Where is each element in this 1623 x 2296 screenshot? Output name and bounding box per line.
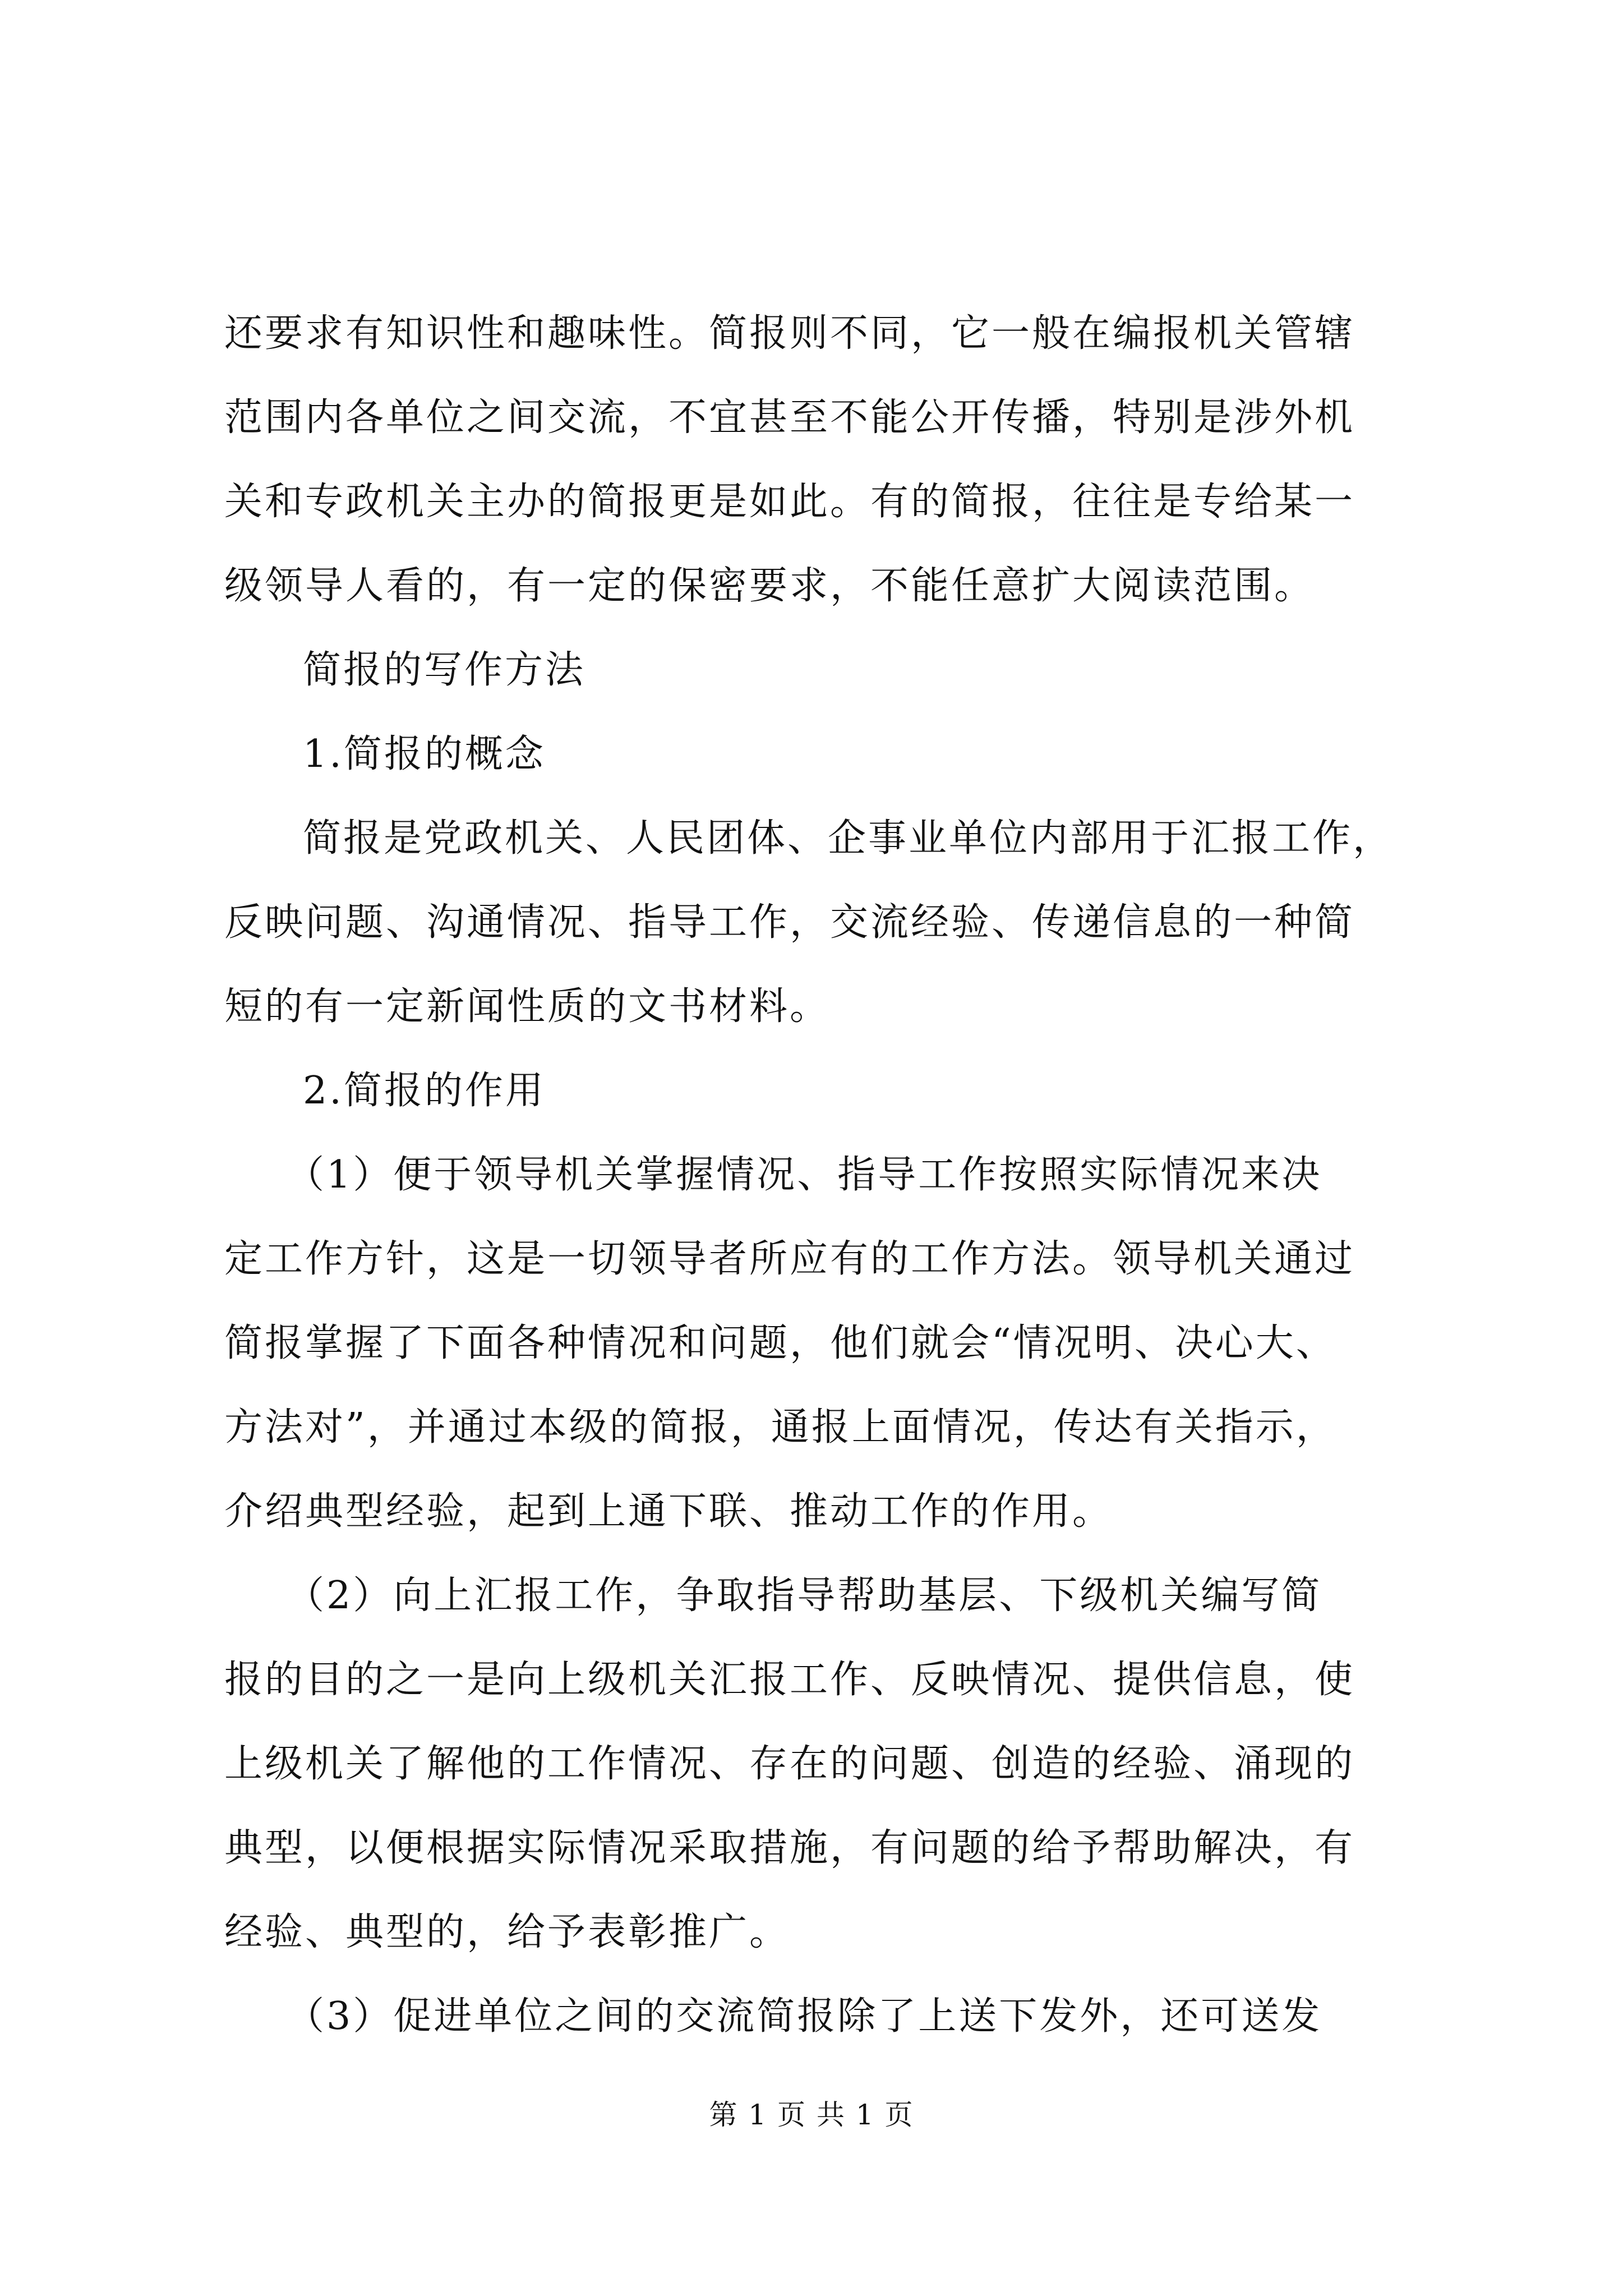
page-footer: 第 1 页 共 1 页 (709, 2099, 914, 2131)
text-line: 范围内各单位之间交流，不宜甚至不能公开传播，特别是涉外机 (224, 395, 1355, 440)
text-line: （3）促进单位之间的交流简报除了上送下发外，还可送发 (286, 1994, 1322, 2039)
text-line: 1.简报的概念 (303, 732, 546, 776)
document-body (224, 292, 1436, 2059)
text-line: 级领导人看的，有一定的保密要求，不能任意扩大阅读范围。 (224, 564, 1315, 608)
text-line: 定工作方针，这是一切领导者所应有的工作方法。领导机关通过 (224, 1237, 1355, 1281)
text-line: 介绍典型经验，起到上通下联、推动工作的作用。 (224, 1489, 1113, 1534)
text-line: （2）向上汇报工作，争取指导帮助基层、下级机关编写简 (286, 1573, 1322, 1618)
text-line: 简报掌握了下面各种情况和问题，他们就会“情况明、决心大、 (224, 1321, 1336, 1365)
text-line: （1）便于领导机关掌握情况、指导工作按照实际情况来决 (286, 1153, 1322, 1197)
text-line: 2.简报的作用 (303, 1069, 546, 1113)
text-line: 简报的写作方法 (303, 648, 586, 692)
text-line: 关和专政机关主办的简报更是如此。有的简报，往往是专给某一 (224, 480, 1355, 524)
text-line: 简报是党政机关、人民团体、企事业单位内部用于汇报工作， (303, 816, 1394, 861)
text-line: 短的有一定新闻性质的文书材料。 (224, 984, 831, 1029)
text-line: 还要求有知识性和趣味性。简报则不同，它一般在编报机关管辖 (224, 311, 1355, 356)
text-line: 上级机关了解他的工作情况、存在的问题、创造的经验、涌现的 (224, 1742, 1355, 1786)
text-line: 方法对”，并通过本级的简报，通报上面情况，传达有关指示， (224, 1405, 1336, 1450)
text-line: 经验、典型的，给予表彰推广。 (224, 1910, 790, 1954)
text-line: 报的目的之一是向上级机关汇报工作、反映情况、提供信息，使 (224, 1658, 1355, 1702)
text-line: 典型，以便根据实际情况采取措施，有问题的给予帮助解决，有 (224, 1826, 1355, 1870)
text-line: 反映问题、沟通情况、指导工作，交流经验、传递信息的一种简 (224, 900, 1355, 945)
